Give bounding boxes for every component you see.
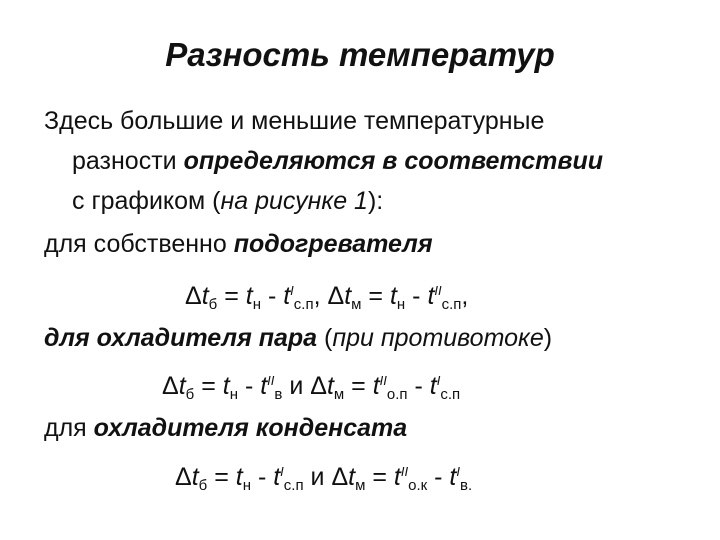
superscript: II: [379, 373, 387, 388]
paren: ): [543, 324, 553, 352]
subscript: м: [351, 296, 362, 313]
comma: ,: [313, 282, 328, 310]
subscript: б: [185, 386, 195, 403]
vapor-cooler-heading: [44, 318, 552, 358]
var-t: t: [427, 282, 435, 310]
paren: (: [317, 324, 333, 352]
subscript: н: [396, 296, 406, 313]
heater-prefix: для собственно: [44, 230, 234, 258]
var-t: t: [393, 463, 401, 491]
superscript: I: [436, 373, 441, 388]
intro-line-1: Здесь большие и меньшие температурные: [44, 107, 545, 135]
condensate-cooler-heading: [44, 408, 407, 448]
equals-sign: =: [361, 282, 390, 310]
condensate-prefix: для: [44, 414, 94, 442]
var-t: t: [260, 372, 268, 400]
var-t: t: [449, 463, 457, 491]
condensate-cooler-formula: [175, 454, 472, 504]
minus-sign: -: [261, 282, 284, 310]
equals-sign: =: [365, 463, 394, 491]
intro-paragraph: [44, 101, 603, 221]
heater-heading: [44, 224, 433, 264]
subscript: н: [252, 296, 261, 313]
delta-symbol: Δ: [162, 372, 179, 400]
intro-emphasis: определяются в соответствии: [183, 147, 604, 175]
subscript: в.: [459, 477, 473, 494]
var-t: t: [201, 282, 209, 310]
superscript: I: [290, 283, 294, 298]
subscript: н: [242, 477, 251, 494]
superscript: II: [434, 283, 442, 298]
superscript: II: [267, 373, 275, 388]
intro-line-2: [44, 141, 603, 181]
subscript: о.к: [408, 477, 428, 494]
delta-symbol: Δ: [185, 282, 202, 310]
subscript: м: [333, 386, 345, 403]
vapor-cooler-term: для охладителя пара: [44, 324, 318, 352]
equals-sign: =: [207, 463, 236, 491]
subscript: с.п: [440, 386, 461, 403]
var-t: t: [222, 372, 230, 400]
equals-sign: =: [217, 282, 246, 310]
var-t: t: [178, 372, 186, 400]
intro-text: разности: [72, 147, 184, 175]
delta-symbol: Δ: [327, 282, 345, 310]
equals-sign: =: [344, 372, 373, 400]
subscript: в: [274, 386, 283, 403]
subscript: м: [355, 477, 366, 494]
condensate-cooler-term: охладителя конденсата: [93, 414, 408, 442]
subscript: о.п: [386, 386, 408, 403]
intro-text: ):: [367, 187, 384, 215]
var-t: t: [429, 372, 437, 400]
superscript: I: [456, 464, 460, 479]
delta-symbol: Δ: [331, 463, 349, 491]
conjunction: и: [303, 463, 332, 491]
minus-sign: -: [238, 372, 261, 400]
slide-title: Разность температур: [165, 36, 555, 73]
intro-line-3: [44, 181, 603, 221]
superscript: II: [400, 464, 409, 479]
subscript: с.п: [283, 477, 304, 494]
intro-text: с графиком (: [72, 187, 221, 215]
var-t: t: [235, 463, 243, 491]
counterflow-note: при противотоке: [332, 324, 544, 352]
conjunction: и: [282, 372, 311, 400]
subscript: с.п: [293, 296, 314, 313]
var-t: t: [191, 463, 199, 491]
equals-sign: =: [194, 372, 223, 400]
subscript: б: [198, 477, 208, 494]
var-t: t: [245, 282, 253, 310]
minus-sign: -: [427, 463, 450, 491]
comma: ,: [461, 282, 469, 310]
delta-symbol: Δ: [310, 372, 327, 400]
figure-reference: на рисунке 1: [220, 187, 368, 215]
var-t: t: [283, 282, 291, 310]
var-t: t: [326, 372, 334, 400]
minus-sign: -: [407, 372, 430, 400]
vapor-cooler-formula: [162, 363, 460, 413]
var-t: t: [344, 282, 352, 310]
var-t: t: [348, 463, 356, 491]
minus-sign: -: [251, 463, 274, 491]
superscript: I: [280, 464, 284, 479]
minus-sign: -: [405, 282, 428, 310]
heater-term: подогревателя: [233, 230, 433, 258]
subscript: б: [208, 296, 218, 313]
subscript: с.п: [441, 296, 462, 313]
var-t: t: [389, 282, 397, 310]
heater-formula: [185, 273, 468, 323]
delta-symbol: Δ: [175, 463, 192, 491]
var-t: t: [273, 463, 281, 491]
var-t: t: [372, 372, 380, 400]
subscript: н: [229, 386, 238, 403]
